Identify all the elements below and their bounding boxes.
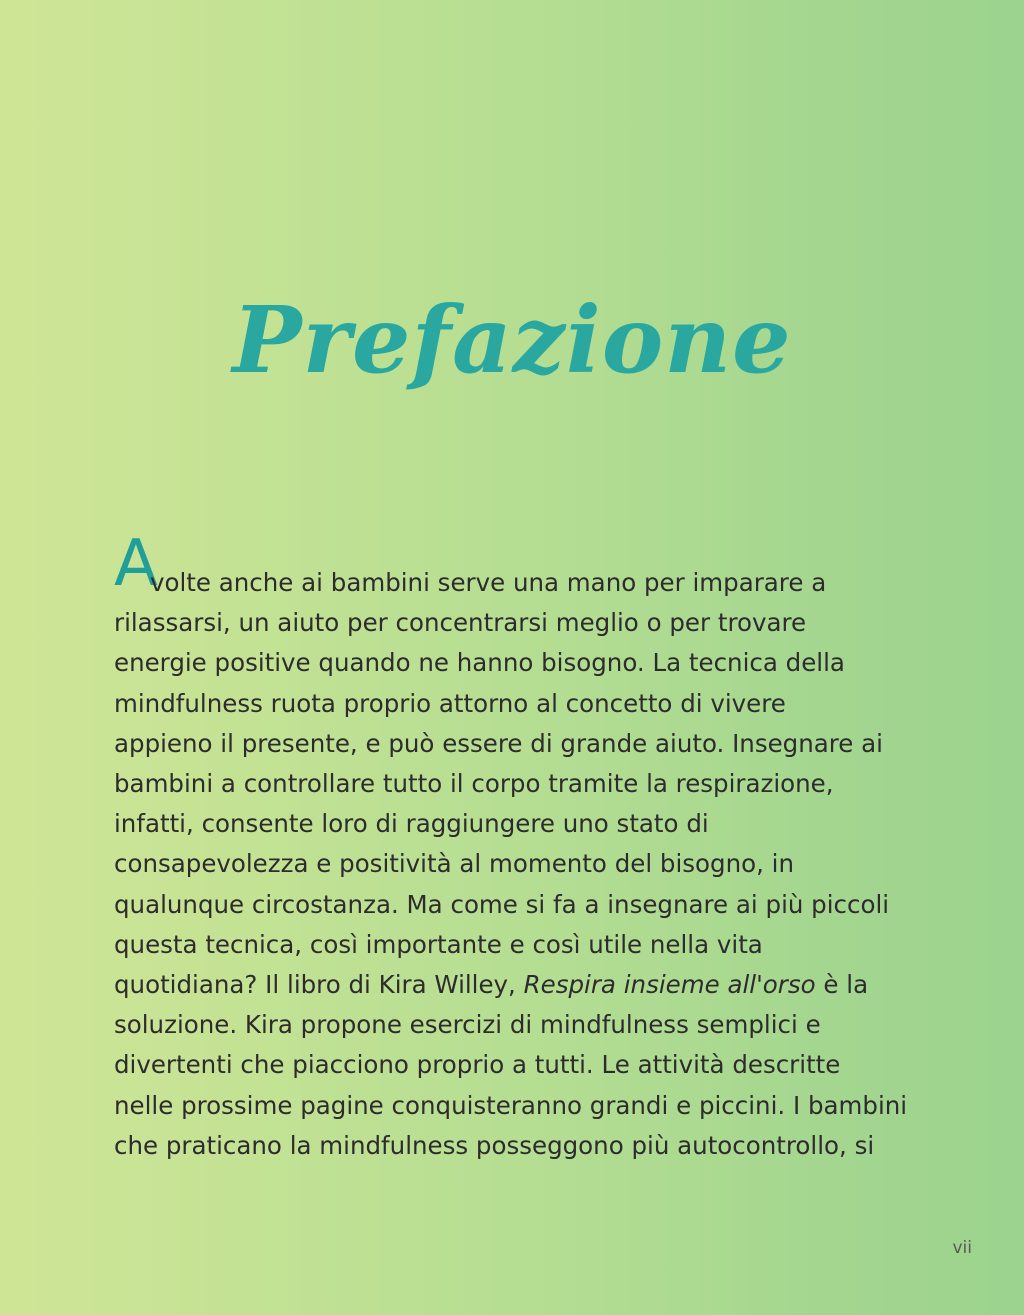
paragraph-line: soluzione. Kira propone esercizi di mindfulness semplici e (114, 1010, 821, 1040)
paragraph-line: consapevolezza e positività al momento del bisogno, in (114, 849, 795, 879)
paragraph-line: bambini a controllare tutto il corpo tramite la respirazione, (114, 769, 834, 799)
paragraph-line: appieno il presente, e può essere di grande aiuto. Insegnare ai (114, 728, 883, 758)
paragraph-line: divertenti che piacciono proprio a tutti. Le attività descritte (114, 1050, 841, 1080)
paragraph-line: questa tecnica, così importante e così utile nella vita (114, 929, 763, 959)
paragraph-line (114, 965, 934, 1005)
page-title: Prefazione (232, 286, 792, 394)
page-number: vii (952, 1238, 972, 1258)
paragraph-line: energie positive quando ne hanno bisogno. La tecnica della (114, 648, 845, 678)
paragraph-line: volte anche ai bambini serve una mano per imparare a (150, 568, 827, 597)
paragraph-line: che praticano la mindfulness posseggono più autocontrollo, si (114, 1130, 875, 1160)
paragraph-line: mindfulness ruota proprio attorno al concetto di vivere (114, 688, 786, 718)
paragraph-line: infatti, consente loro di raggiungere uno stato di (114, 809, 709, 839)
preface-paragraph (114, 563, 934, 1166)
paragraph-text: è la (815, 970, 869, 1000)
drop-cap: A (114, 527, 158, 601)
paragraph-line: nelle prossime pagine conquisteranno grandi e piccini. I bambini (114, 1090, 908, 1120)
paragraph-text: quotidiana? Il libro di Kira Willey, (114, 970, 524, 1000)
paragraph-line: rilassarsi, un aiuto per concentrarsi meglio o per trovare (114, 608, 807, 638)
paragraph-line: qualunque circostanza. Ma come si fa a insegnare ai più piccoli (114, 889, 890, 919)
book-title-italic: Respira insieme all'orso (523, 970, 816, 1000)
